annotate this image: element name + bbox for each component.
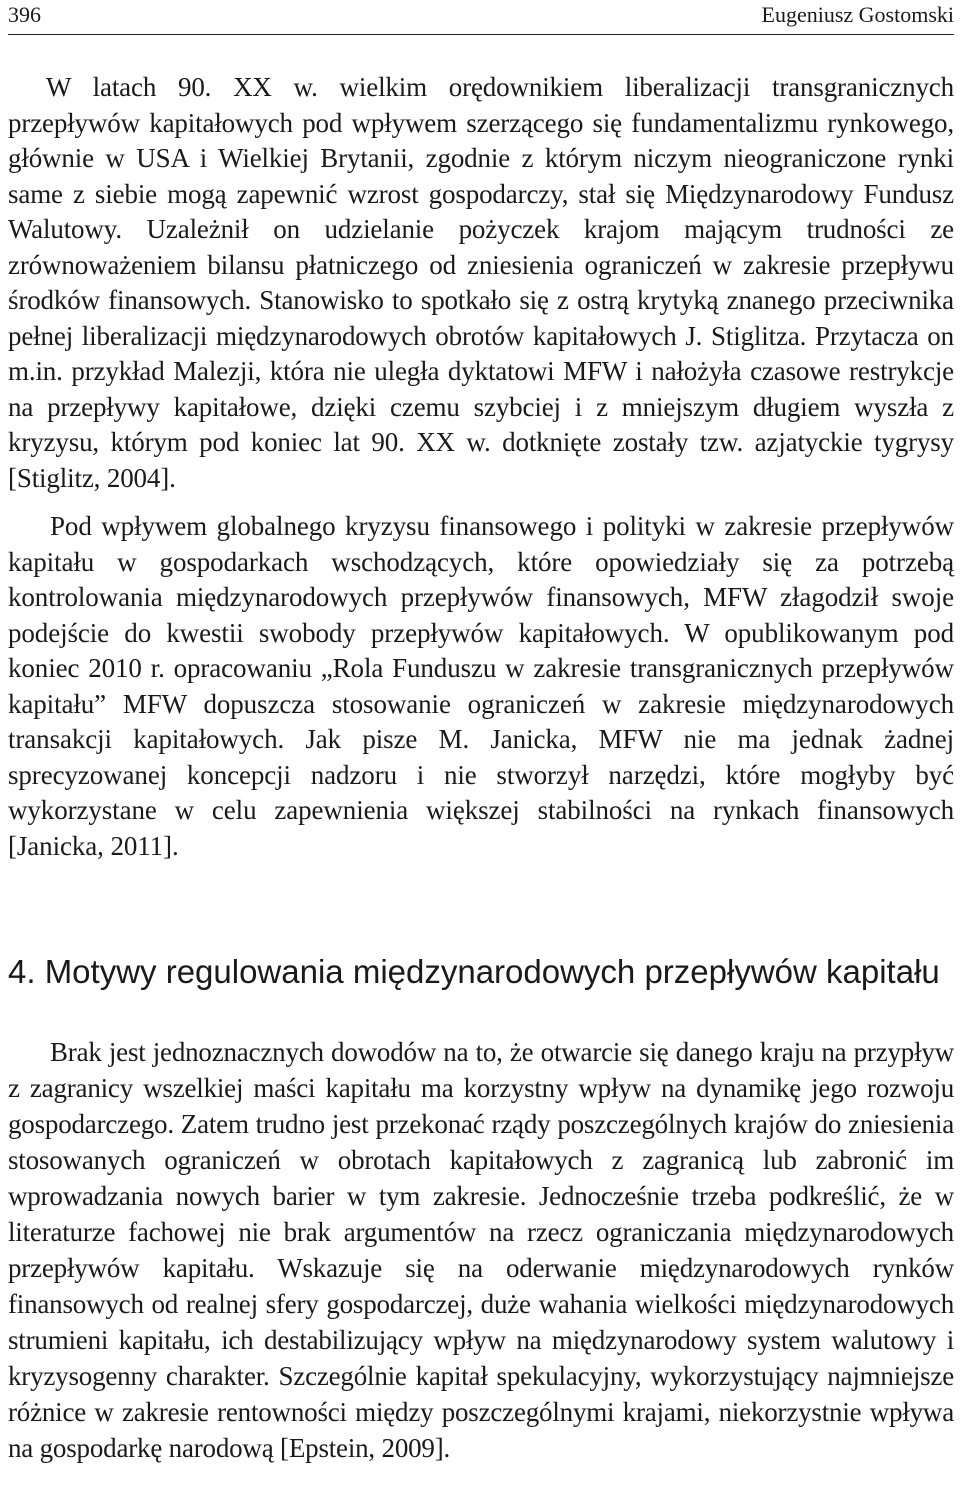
page-number: 396	[8, 2, 41, 27]
running-head-author: Eugeniusz Gostomski	[761, 2, 954, 27]
body-paragraph-3: Brak jest jednoznacznych dowodów na to, że otwarcie się danego kraju na przypływ z zagranicy wszelkiej maści kapitału ma korzystny wpływ na dynamikę jego rozwoju gospodarczego. Zatem trudno jest przekonać rządy poszczególnych krajów do zniesienia stosowanych ograniczeń w obrotach kapitałowych z zagranicą lub zabronić im wprowadzania nowych barier w tym zakresie. Jednocześnie trzeba podkreślić, że w literaturze fachowej nie brak argumentów na rzecz ograniczania międzynarodowych przepływów kapitału. Wskazuje się na oderwanie międzynarodowych rynków finansowych od realnej sfery gospodarczej, duże wahania wielkości międzynarodowych strumieni kapitału, ich destabilizujący wpływ na międzynarodowy system walutowy i kryzysogenny charakter. Szczególnie kapitał spekulacyjny, wykorzystujący najmniejsze różnice w zakresie rentowności między poszczególnymi krajami, niekorzystnie wpływa na gospodarkę narodową [Epstein, 2009].	[8, 1037, 954, 1463]
body-paragraph-2: Pod wpływem globalnego kryzysu finansowego i polityki w zakresie przepływów kapitału w gospodarkach wschodzących, które opowiedziały się za potrzebą kontrolowania międzynarodowych przepływów finansowych, MFW złagodził swoje podejście do kwestii swobody przepływów kapitałowych. W opublikowanym pod koniec 2010 r. opracowaniu „Rola Funduszu w zakresie transgranicznych przepływów kapitału” MFW dopuszcza stosowanie ograniczeń w zakresie międzynarodowych transakcji kapitałowych. Jak pisze M. Janicka, MFW nie ma jednak żadnej sprecyzowanej koncepcji nadzoru i nie stworzył narzędzi, które mogłyby być wykorzystane w celu zapewnienia większej stabilności na rynkach finansowych [Janicka, 2011].	[8, 511, 954, 861]
body-paragraph-1: W latach 90. XX w. wielkim orędownikiem liberalizacji transgranicznych przepływów kapitałowych pod wpływem szerzącego się fundamentalizmu rynkowego, głównie w USA i Wielkiej Brytanii, zgodnie z którym niczym nieograniczone rynki same z siebie mogą zapewnić wzrost gospodarczy, stał się Międzynarodowy Fundusz Walutowy. Uzależnił on udzielanie pożyczek krajom mającym trudności ze zrównoważeniem bilansu płatniczego od zniesienia ograniczeń w zakresie przepływu środków finansowych. Stanowisko to spotkało się z ostrą krytyką znanego przeciwnika pełnej liberalizacji międzynarodowych obrotów kapitałowych J. Stiglitza. Przytacza on m.in. przykład Malezji, która nie uległa dyktatowi MFW i nałożyła czasowe restrykcje na przepływy kapitałowe, dzięki czemu szybciej i z mniejszym długiem wyszła z kryzysu, którym pod koniec lat 90. XX w. dotknięte zostały tzw. azjatyckie tygrysy [Stiglitz, 2004].	[8, 72, 954, 493]
page-header	[8, 0, 954, 35]
section-heading: 4. Motywy regulowania międzynarodowych przepływów kapitału	[8, 953, 940, 990]
